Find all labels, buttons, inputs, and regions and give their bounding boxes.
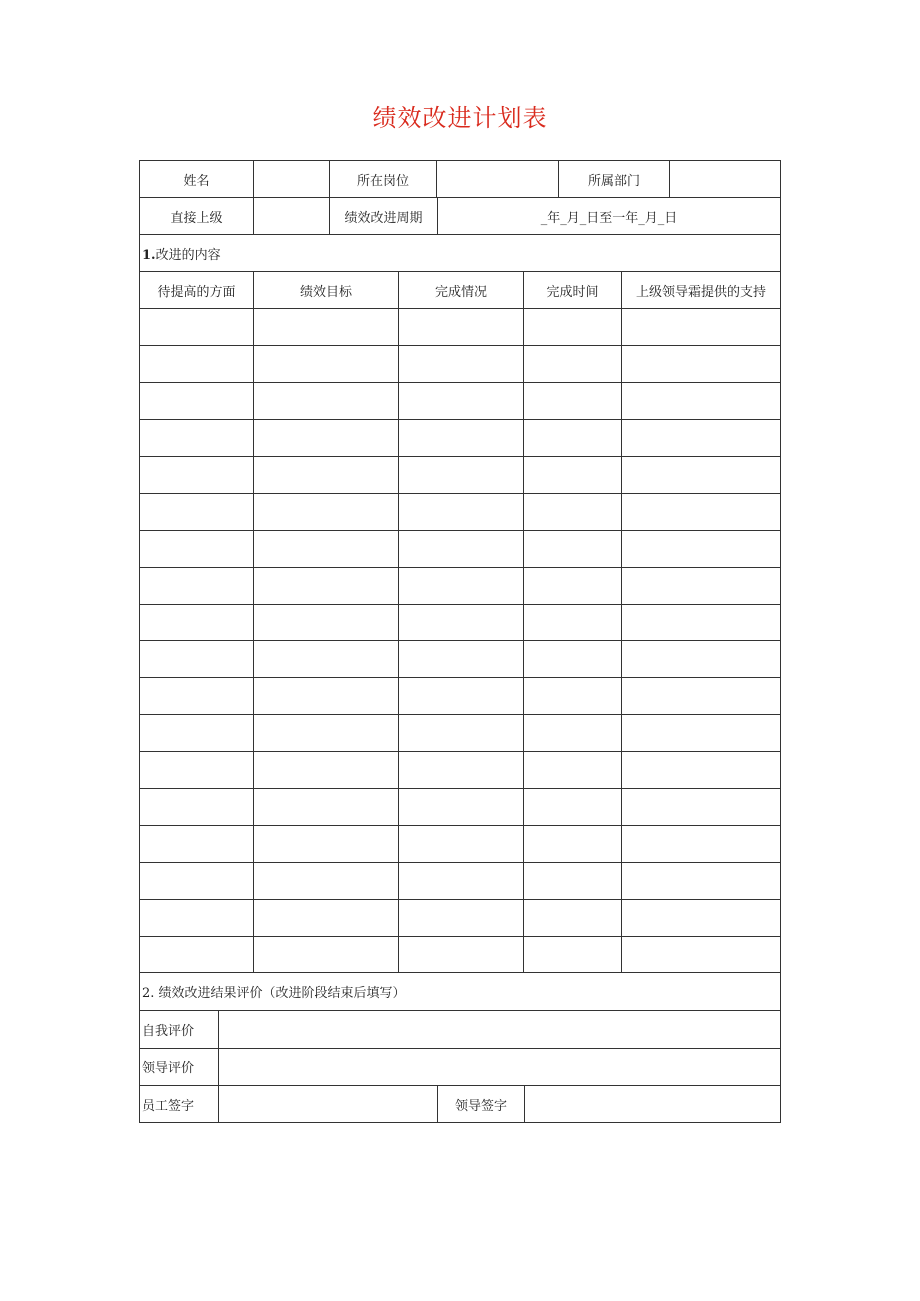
- cell-status[interactable]: [399, 567, 524, 604]
- cell-support[interactable]: [622, 383, 781, 420]
- cell-goal[interactable]: [254, 752, 399, 789]
- cell-aspect[interactable]: [140, 715, 254, 752]
- cell-status[interactable]: [399, 456, 524, 493]
- self-eval-row: [140, 1011, 781, 1048]
- cell-status[interactable]: [399, 752, 524, 789]
- column-header-row: [140, 272, 781, 309]
- improvement-content-table: [139, 272, 781, 973]
- cell-aspect[interactable]: [140, 899, 254, 936]
- cell-time[interactable]: [524, 788, 622, 825]
- cell-goal[interactable]: [254, 346, 399, 383]
- cell-time[interactable]: [524, 383, 622, 420]
- section2-heading: 2. 绩效改进结果评价（改进阶段结束后填写）: [140, 973, 781, 1010]
- cell-goal[interactable]: [254, 715, 399, 752]
- cell-aspect[interactable]: [140, 493, 254, 530]
- cell-status[interactable]: [399, 936, 524, 973]
- table-row: [140, 383, 781, 420]
- cell-goal[interactable]: [254, 493, 399, 530]
- cell-time[interactable]: [524, 567, 622, 604]
- period-label: 绩效改进周期: [330, 198, 438, 235]
- cell-time[interactable]: [524, 899, 622, 936]
- cell-time[interactable]: [524, 936, 622, 973]
- cell-support[interactable]: [622, 641, 781, 678]
- signature-row: [140, 1086, 781, 1123]
- cell-aspect[interactable]: [140, 456, 254, 493]
- evaluation-table: [139, 973, 781, 1123]
- table-row: [140, 493, 781, 530]
- basic-info-row-2: [140, 198, 781, 235]
- section1-heading-text: 改进的内容: [155, 247, 221, 263]
- table-row: [140, 862, 781, 899]
- section1-heading-num: 1.: [142, 247, 156, 263]
- cell-status[interactable]: [399, 862, 524, 899]
- position-field[interactable]: [437, 161, 559, 198]
- cell-time[interactable]: [524, 604, 622, 641]
- cell-goal[interactable]: [254, 825, 399, 862]
- cell-goal[interactable]: [254, 456, 399, 493]
- cell-aspect[interactable]: [140, 604, 254, 641]
- cell-support[interactable]: [622, 862, 781, 899]
- table-row: [140, 788, 781, 825]
- cell-aspect[interactable]: [140, 346, 254, 383]
- cell-status[interactable]: [399, 788, 524, 825]
- cell-status[interactable]: [399, 420, 524, 457]
- cell-support[interactable]: [622, 715, 781, 752]
- cell-aspect[interactable]: [140, 567, 254, 604]
- cell-support[interactable]: [622, 420, 781, 457]
- cell-time[interactable]: [524, 530, 622, 567]
- cell-time[interactable]: [524, 752, 622, 789]
- cell-support[interactable]: [622, 530, 781, 567]
- table-row: [140, 899, 781, 936]
- basic-info-table: [139, 160, 781, 272]
- self-eval-label: 自我评价: [140, 1011, 219, 1048]
- table-row: [140, 346, 781, 383]
- cell-goal[interactable]: [254, 420, 399, 457]
- table-row: [140, 530, 781, 567]
- cell-goal[interactable]: [254, 530, 399, 567]
- leader-sign-field[interactable]: [525, 1086, 781, 1123]
- cell-goal[interactable]: [254, 567, 399, 604]
- cell-aspect[interactable]: [140, 530, 254, 567]
- table-row: [140, 825, 781, 862]
- cell-support[interactable]: [622, 456, 781, 493]
- cell-goal[interactable]: [254, 678, 399, 715]
- leader-eval-field[interactable]: [219, 1048, 781, 1085]
- improvement-plan-form: [139, 160, 780, 1123]
- cell-status[interactable]: [399, 604, 524, 641]
- table-row: [140, 420, 781, 457]
- cell-aspect[interactable]: [140, 678, 254, 715]
- cell-aspect[interactable]: [140, 420, 254, 457]
- leader-eval-label: 领导评价: [140, 1048, 219, 1085]
- cell-goal[interactable]: [254, 936, 399, 973]
- cell-status[interactable]: [399, 383, 524, 420]
- cell-time[interactable]: [524, 456, 622, 493]
- table-row: [140, 604, 781, 641]
- cell-time[interactable]: [524, 493, 622, 530]
- cell-status[interactable]: [399, 715, 524, 752]
- supervisor-field[interactable]: [254, 198, 330, 235]
- cell-aspect[interactable]: [140, 641, 254, 678]
- cell-time[interactable]: [524, 309, 622, 346]
- cell-aspect[interactable]: [140, 383, 254, 420]
- cell-status[interactable]: [399, 493, 524, 530]
- employee-sign-label: 员工签字: [140, 1086, 219, 1123]
- cell-support[interactable]: [622, 788, 781, 825]
- cell-support[interactable]: [622, 678, 781, 715]
- cell-goal[interactable]: [254, 309, 399, 346]
- page-title: 绩效改进计划表: [372, 104, 548, 132]
- cell-aspect[interactable]: [140, 825, 254, 862]
- cell-status[interactable]: [399, 678, 524, 715]
- table-row: [140, 715, 781, 752]
- department-label: 所属部门: [559, 161, 670, 198]
- col-header-aspect: 待提高的方面: [140, 272, 254, 309]
- cell-goal[interactable]: [254, 862, 399, 899]
- section2-heading-row: [140, 973, 781, 1010]
- table-row: [140, 567, 781, 604]
- cell-status[interactable]: [399, 309, 524, 346]
- cell-time[interactable]: [524, 420, 622, 457]
- cell-goal[interactable]: [254, 383, 399, 420]
- cell-support[interactable]: [622, 567, 781, 604]
- cell-support[interactable]: [622, 604, 781, 641]
- table-row: [140, 936, 781, 973]
- cell-time[interactable]: [524, 678, 622, 715]
- period-value[interactable]: _年_月_日至一年_月_日: [438, 198, 781, 235]
- cell-time[interactable]: [524, 641, 622, 678]
- cell-support[interactable]: [622, 346, 781, 383]
- cell-aspect[interactable]: [140, 309, 254, 346]
- cell-aspect[interactable]: [140, 936, 254, 973]
- name-field[interactable]: [254, 161, 330, 198]
- basic-info-row-1: [140, 161, 781, 198]
- cell-support[interactable]: [622, 752, 781, 789]
- cell-time[interactable]: [524, 346, 622, 383]
- employee-sign-field[interactable]: [219, 1086, 438, 1123]
- cell-aspect[interactable]: [140, 788, 254, 825]
- cell-goal[interactable]: [254, 641, 399, 678]
- cell-status[interactable]: [399, 530, 524, 567]
- table-row: [140, 309, 781, 346]
- position-label: 所在岗位: [330, 161, 437, 198]
- leader-sign-label: 领导签字: [438, 1086, 525, 1123]
- cell-time[interactable]: [524, 862, 622, 899]
- self-eval-field[interactable]: [219, 1011, 781, 1048]
- cell-aspect[interactable]: [140, 752, 254, 789]
- cell-support[interactable]: [622, 493, 781, 530]
- cell-time[interactable]: [524, 825, 622, 862]
- section1-heading: [140, 235, 781, 272]
- leader-eval-row: [140, 1048, 781, 1085]
- table-row: [140, 752, 781, 789]
- col-header-status: 完成情况: [399, 272, 524, 309]
- col-header-time: 完成时间: [524, 272, 622, 309]
- cell-time[interactable]: [524, 715, 622, 752]
- name-label: 姓名: [140, 161, 254, 198]
- cell-status[interactable]: [399, 899, 524, 936]
- cell-status[interactable]: [399, 641, 524, 678]
- table-row: [140, 456, 781, 493]
- supervisor-label: 直接上级: [140, 198, 254, 235]
- cell-status[interactable]: [399, 346, 524, 383]
- cell-aspect[interactable]: [140, 862, 254, 899]
- cell-support[interactable]: [622, 936, 781, 973]
- cell-goal[interactable]: [254, 788, 399, 825]
- table-row: [140, 678, 781, 715]
- section1-heading-row: [140, 235, 781, 272]
- department-field[interactable]: [670, 161, 781, 198]
- col-header-support: 上级领导霜提供的支持: [622, 272, 781, 309]
- cell-goal[interactable]: [254, 899, 399, 936]
- cell-support[interactable]: [622, 309, 781, 346]
- col-header-goal: 绩效目标: [254, 272, 399, 309]
- cell-goal[interactable]: [254, 604, 399, 641]
- cell-status[interactable]: [399, 825, 524, 862]
- improvement-content-body: [140, 272, 781, 973]
- cell-support[interactable]: [622, 825, 781, 862]
- cell-support[interactable]: [622, 899, 781, 936]
- table-row: [140, 641, 781, 678]
